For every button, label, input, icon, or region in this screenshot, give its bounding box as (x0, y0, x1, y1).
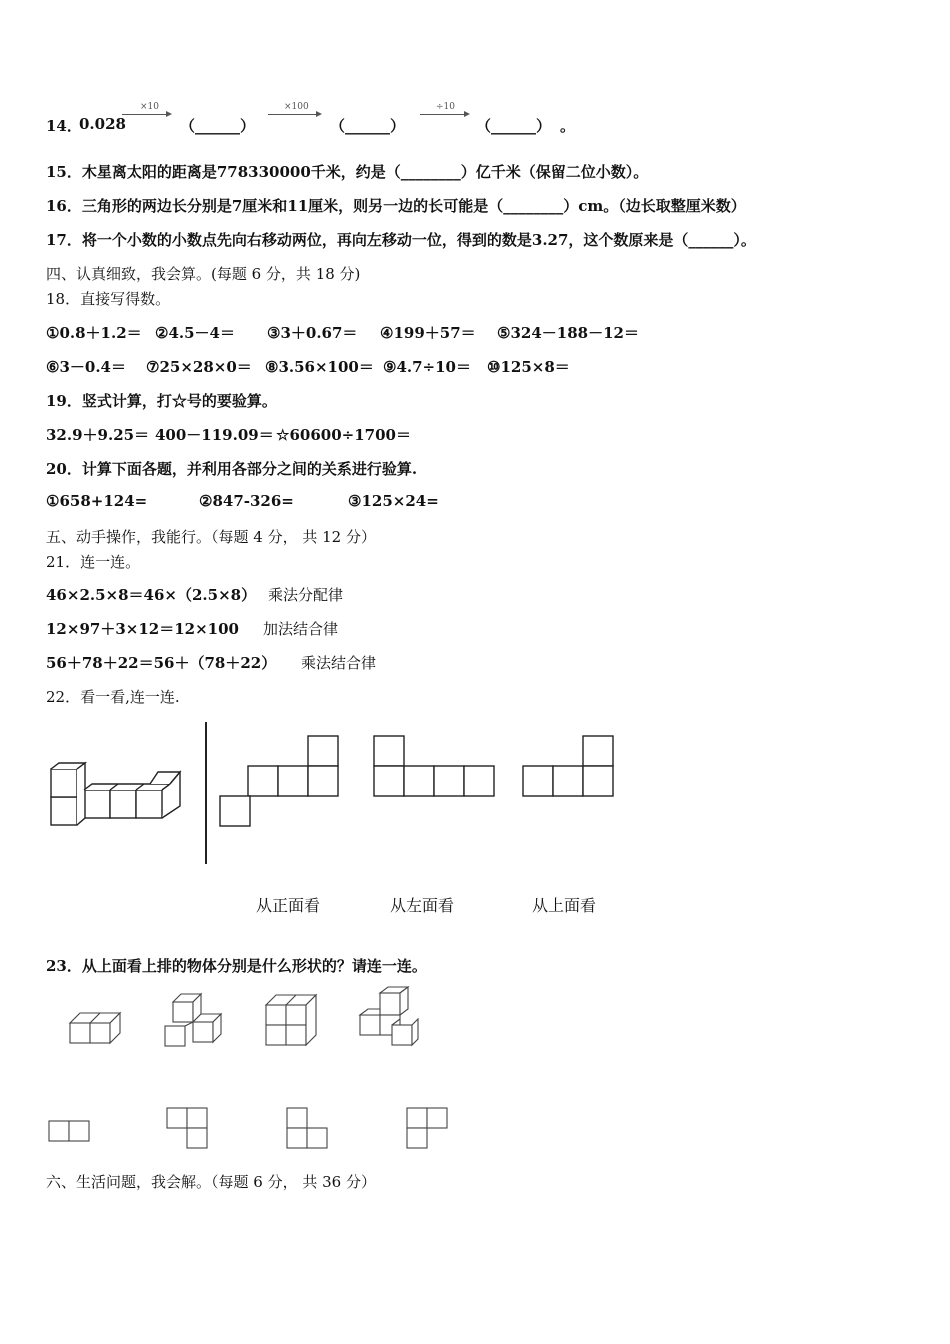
q21-expression: 12×97＋3×12＝12×100 (46, 620, 239, 638)
q18-item: ③3＋0.67＝ (267, 324, 358, 342)
q23-solid-1 (68, 1005, 124, 1047)
q14-arrow1-head (166, 111, 172, 117)
q18-item: ①0.8＋1.2＝ (46, 324, 142, 342)
section6-heading: 六、生活问题，我会解。（每题 6 分， 共 36 分） (46, 1173, 376, 1191)
q17-text: 17．将一个小数的小数点先向右移动两位，再向左移动一位，得到的数是3.27，这个数原来是（______）。 (46, 231, 756, 249)
q14-arrow1 (122, 114, 168, 115)
q16-text: 16．三角形的两边长分别是7厘米和11厘米，则另一边的长可能是（________）cm。（边长取整厘米数） (46, 197, 746, 215)
q23-solid-2 (163, 992, 225, 1050)
q21-title: 21．连一连。 (46, 553, 141, 571)
q19-item: 400－119.09＝ (155, 426, 274, 444)
q22-view-label-front: 从正面看 (256, 896, 321, 915)
q14-end: 。 (560, 117, 576, 135)
q22-view-label-top: 从上面看 (532, 896, 597, 915)
q22-cube-figure (46, 760, 186, 830)
q14-op2-label: ×100 (284, 102, 309, 112)
q18-item: ⑤324－188－12＝ (497, 324, 639, 342)
q18-item: ②4.5－4＝ (155, 324, 235, 342)
q20-item: ③125×24= (348, 492, 439, 510)
q18-item: ④199＋57＝ (380, 324, 476, 342)
q14-number: 14． (46, 117, 82, 135)
q20-item: ②847-326= (199, 492, 294, 510)
q18-title: 18．直接写得数。 (46, 290, 171, 308)
q14-arrow2 (268, 114, 318, 115)
q20-title: 20．计算下面各题，并利用各部分之间的关系进行验算. (46, 460, 418, 478)
q21-law: 加法结合律 (263, 620, 339, 638)
q14-start-value: 0.028 (79, 115, 126, 133)
q22-title: 22．看一看,连一连. (46, 688, 180, 706)
q18-item: ⑩125×8＝ (487, 358, 570, 376)
q19-title: 19．竖式计算，打☆号的要验算。 (46, 392, 277, 410)
q23-top-view-3 (286, 1107, 330, 1151)
q18-item: ⑧3.56×100＝ (265, 358, 374, 376)
q18-item: ⑨4.7÷10＝ (383, 358, 471, 376)
q23-top-view-4 (406, 1107, 450, 1151)
q21-law: 乘法结合律 (301, 654, 377, 672)
q23-top-view-1 (48, 1119, 92, 1143)
q21-expression: 56＋78＋22＝56＋（78＋22） (46, 654, 277, 672)
q23-solid-4 (358, 985, 424, 1049)
q14-arrow3-head (464, 111, 470, 117)
q19-item: ☆60600÷1700＝ (276, 426, 411, 444)
q18-item: ⑦25×28×0＝ (146, 358, 252, 376)
q14-arrow3 (420, 114, 466, 115)
q15-text: 15．木星离太阳的距离是778330000千米，约是（________）亿千米（保留二位小数）。 (46, 163, 649, 181)
q18-item: ⑥3－0.4＝ (46, 358, 126, 376)
section4-heading: 四、认真细致，我会算。(每题 6 分，共 18 分) (46, 265, 361, 283)
q22-view-option-1 (219, 735, 341, 827)
q14-op1-label: ×10 (140, 102, 159, 112)
q19-item: 32.9＋9.25＝ (46, 426, 150, 444)
q14-op3-label: ÷10 (436, 102, 455, 112)
q14-blank3[interactable]: （______） (476, 117, 552, 135)
q14-blank2[interactable]: （______） (330, 117, 406, 135)
q21-law: 乘法分配律 (268, 586, 344, 604)
q23-top-view-2 (166, 1107, 210, 1151)
q22-view-option-2 (373, 735, 497, 799)
q22-divider (205, 722, 207, 864)
q22-view-label-left: 从左面看 (390, 896, 455, 915)
q20-item: ①658+124= (46, 492, 148, 510)
section5-heading: 五、动手操作，我能行。（每题 4 分， 共 12 分） (46, 528, 376, 546)
q21-expression: 46×2.5×8＝46×（2.5×8） (46, 586, 257, 604)
q14-arrow2-head (316, 111, 322, 117)
q22-view-option-3 (522, 735, 616, 799)
q23-solid-3 (264, 993, 320, 1049)
q14-blank1[interactable]: （______） (180, 117, 256, 135)
q23-title: 23．从上面看上排的物体分别是什么形状的？请连一连。 (46, 957, 427, 975)
